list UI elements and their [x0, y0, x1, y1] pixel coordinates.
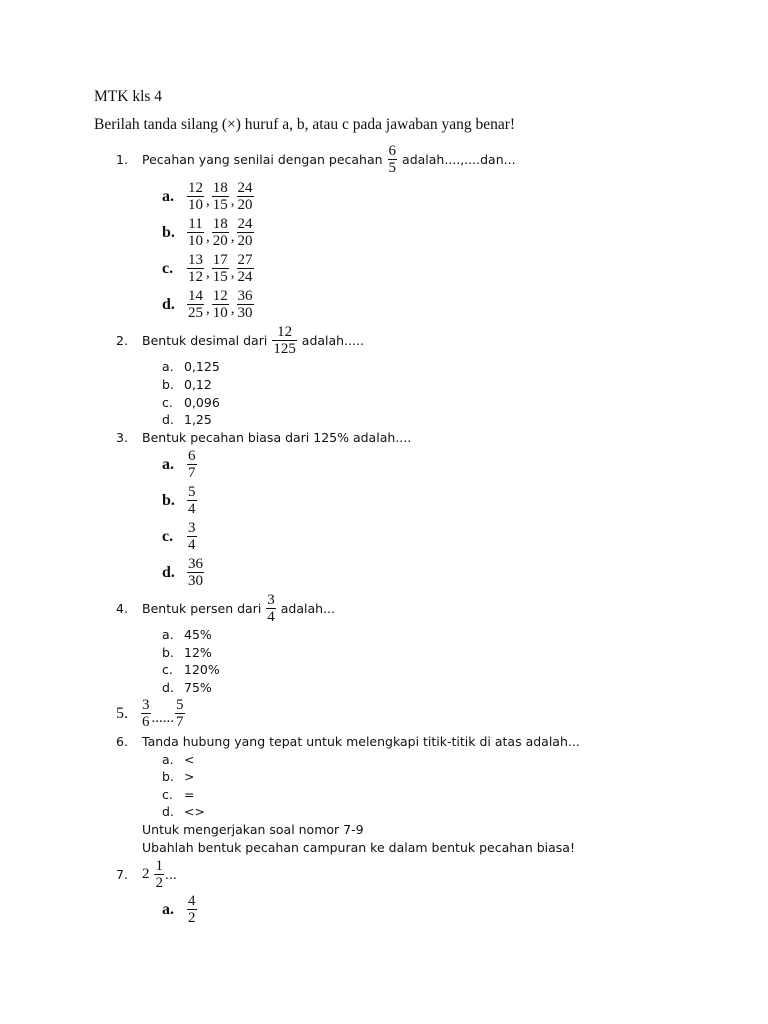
- question-3: [116, 430, 411, 445]
- question-text: Tanda hubung yang tepat untuk melengkapi titik-titik di atas adalah...: [142, 734, 580, 749]
- numerator: 3: [267, 592, 275, 608]
- numerator: 5: [188, 484, 196, 500]
- option-letter: c.: [162, 787, 173, 802]
- denominator: 10: [212, 305, 228, 321]
- q6-option-c[interactable]: [162, 787, 194, 802]
- separator: ,: [230, 193, 235, 209]
- option-letter: d.: [162, 680, 174, 695]
- q2-option-b[interactable]: [162, 377, 212, 392]
- denominator: 30: [188, 573, 203, 589]
- fraction: [187, 448, 197, 481]
- denominator: 20: [237, 197, 253, 213]
- option-text: 0,12: [184, 377, 212, 392]
- option-letter: c.: [162, 395, 173, 410]
- question-1: [116, 143, 516, 176]
- fraction: [187, 216, 204, 249]
- fraction: [175, 697, 185, 730]
- fraction: [154, 858, 164, 891]
- numerator: 1: [155, 858, 163, 874]
- option-letter: c.: [162, 662, 173, 677]
- denominator: 20: [212, 233, 228, 249]
- fraction: [388, 143, 398, 176]
- q1-option-b[interactable]: [162, 216, 255, 249]
- denominator: 10: [188, 233, 203, 249]
- page-title: MTK kls 4: [94, 88, 163, 105]
- fraction: [266, 592, 276, 625]
- option-text: 75%: [184, 680, 212, 695]
- question-text: Bentuk persen dari: [142, 601, 262, 616]
- numerator: 12: [212, 288, 228, 304]
- fraction: [187, 180, 204, 213]
- question-text-suffix: adalah...: [280, 601, 335, 616]
- denominator: 7: [176, 714, 184, 730]
- option-text: 1,25: [184, 412, 212, 427]
- question-text: Bentuk pecahan biasa dari 125% adalah....: [142, 430, 412, 445]
- option-text: 45%: [184, 627, 212, 642]
- option-letter: d.: [162, 295, 175, 313]
- option-letter: a.: [162, 900, 174, 918]
- numerator: 3: [142, 697, 150, 713]
- numerator: 5: [176, 697, 184, 713]
- question-6: [116, 734, 580, 749]
- fraction: [272, 324, 297, 357]
- denominator: 15: [212, 197, 228, 213]
- denominator: 2: [155, 875, 163, 891]
- section-instruction-2: Ubahlah bentuk pecahan campuran ke dalam bentuk pecahan biasa!: [142, 840, 575, 855]
- option-text: 12%: [184, 645, 212, 660]
- q2-option-d[interactable]: [162, 412, 212, 427]
- question-text-suffix: adalah....,....dan...: [402, 152, 516, 167]
- q3-option-a[interactable]: [162, 448, 198, 481]
- numerator: 3: [188, 520, 196, 536]
- numerator: 4: [188, 893, 196, 909]
- separator: ,: [230, 229, 235, 245]
- denominator: 20: [237, 233, 253, 249]
- fraction: [187, 288, 204, 321]
- fraction: [212, 252, 229, 285]
- question-number: 1.: [116, 152, 128, 167]
- separator: ,: [230, 265, 235, 281]
- question-7: [116, 858, 177, 891]
- q4-option-c[interactable]: [162, 662, 220, 677]
- question-suffix: ...: [164, 867, 177, 882]
- option-letter: d.: [162, 804, 174, 819]
- question-number: 6.: [116, 734, 128, 749]
- denominator: 25: [188, 305, 203, 321]
- option-letter: a.: [162, 455, 174, 473]
- fraction: [187, 893, 197, 926]
- option-text: >: [184, 769, 195, 784]
- question-number: 3.: [116, 430, 128, 445]
- q6-option-b[interactable]: [162, 769, 194, 784]
- option-letter: a.: [162, 752, 174, 767]
- numerator: 14: [188, 288, 203, 304]
- denominator: 24: [237, 269, 253, 285]
- question-text: Pecahan yang senilai dengan pecahan: [142, 152, 383, 167]
- q3-option-d[interactable]: [162, 556, 205, 589]
- q6-option-a[interactable]: [162, 752, 194, 767]
- instruction-text: Berilah tanda silang (×) huruf a, b, atau c pada jawaban yang benar!: [94, 116, 516, 133]
- option-text: <>: [184, 804, 205, 819]
- question-number: 7.: [116, 867, 128, 882]
- denominator: 30: [237, 305, 253, 321]
- option-text: <: [184, 752, 195, 767]
- denominator: 7: [188, 465, 196, 481]
- numerator: 18: [212, 216, 228, 232]
- numerator: 6: [388, 143, 397, 159]
- q2-option-c[interactable]: [162, 395, 220, 410]
- option-letter: a.: [162, 627, 174, 642]
- section-instruction-1: Untuk mengerjakan soal nomor 7-9: [142, 822, 364, 837]
- denominator: 125: [273, 341, 296, 357]
- q6-option-d[interactable]: [162, 804, 205, 819]
- fraction: [187, 556, 204, 589]
- fraction: [141, 697, 151, 730]
- fraction: [212, 216, 229, 249]
- question-text: Bentuk desimal dari: [142, 333, 268, 348]
- separator: ,: [230, 301, 235, 317]
- q2-option-a[interactable]: [162, 359, 220, 374]
- question-2: [116, 324, 364, 357]
- denominator: 2: [188, 910, 196, 926]
- q1-option-a[interactable]: [162, 180, 255, 213]
- blank-dots: ......: [151, 710, 174, 726]
- q3-option-c[interactable]: [162, 520, 198, 553]
- denominator: 15: [212, 269, 228, 285]
- denominator: 5: [388, 160, 397, 176]
- option-letter: b.: [162, 377, 174, 392]
- fraction: [212, 288, 229, 321]
- question-number: 5.: [116, 704, 128, 722]
- q4-option-a[interactable]: [162, 627, 212, 642]
- denominator: 12: [188, 269, 203, 285]
- numerator: 27: [237, 252, 253, 268]
- separator: ,: [206, 229, 210, 245]
- fraction: [237, 288, 254, 321]
- denominator: 10: [188, 197, 203, 213]
- numerator: 13: [188, 252, 203, 268]
- question-number: 2.: [116, 333, 128, 348]
- option-letter: b.: [162, 645, 174, 660]
- numerator: 12: [277, 324, 293, 340]
- separator: ,: [206, 301, 210, 317]
- numerator: 12: [188, 180, 203, 196]
- numerator: 6: [188, 448, 196, 464]
- option-text: 0,125: [184, 359, 220, 374]
- mixed-whole: 2: [142, 866, 150, 882]
- option-letter: c.: [162, 259, 174, 277]
- option-letter: b.: [162, 223, 175, 241]
- numerator: 36: [188, 556, 203, 572]
- denominator: 4: [188, 501, 196, 517]
- numerator: 17: [212, 252, 228, 268]
- separator: ,: [206, 193, 210, 209]
- q1-option-c[interactable]: [162, 252, 255, 285]
- numerator: 36: [237, 288, 253, 304]
- fraction: [187, 520, 197, 553]
- option-letter: b.: [162, 769, 174, 784]
- fraction: [212, 180, 229, 213]
- question-text-suffix: adalah.....: [301, 333, 364, 348]
- option-letter: c.: [162, 527, 174, 545]
- numerator: 11: [188, 216, 203, 232]
- option-text: 120%: [184, 662, 220, 677]
- denominator: 6: [142, 714, 150, 730]
- separator: ,: [206, 265, 210, 281]
- denominator: 4: [267, 609, 275, 625]
- fraction: [237, 252, 254, 285]
- question-number: 4.: [116, 601, 128, 616]
- option-text: =: [184, 787, 195, 802]
- fraction: [237, 180, 254, 213]
- denominator: 4: [188, 537, 196, 553]
- fraction: [187, 252, 204, 285]
- option-letter: a.: [162, 359, 174, 374]
- numerator: 18: [212, 180, 228, 196]
- numerator: 24: [237, 216, 253, 232]
- q1-option-d[interactable]: [162, 288, 255, 321]
- option-text: 0,096: [184, 395, 220, 410]
- q4-option-d[interactable]: [162, 680, 212, 695]
- option-letter: b.: [162, 491, 175, 509]
- option-letter: d.: [162, 412, 174, 427]
- question-4: [116, 592, 335, 625]
- fraction: [187, 484, 197, 517]
- question-5: [116, 697, 186, 730]
- q7-option-a[interactable]: [162, 893, 198, 926]
- fraction: [237, 216, 254, 249]
- q3-option-b[interactable]: [162, 484, 198, 517]
- q4-option-b[interactable]: [162, 645, 212, 660]
- option-letter: a.: [162, 187, 174, 205]
- option-letter: d.: [162, 563, 175, 581]
- numerator: 24: [237, 180, 253, 196]
